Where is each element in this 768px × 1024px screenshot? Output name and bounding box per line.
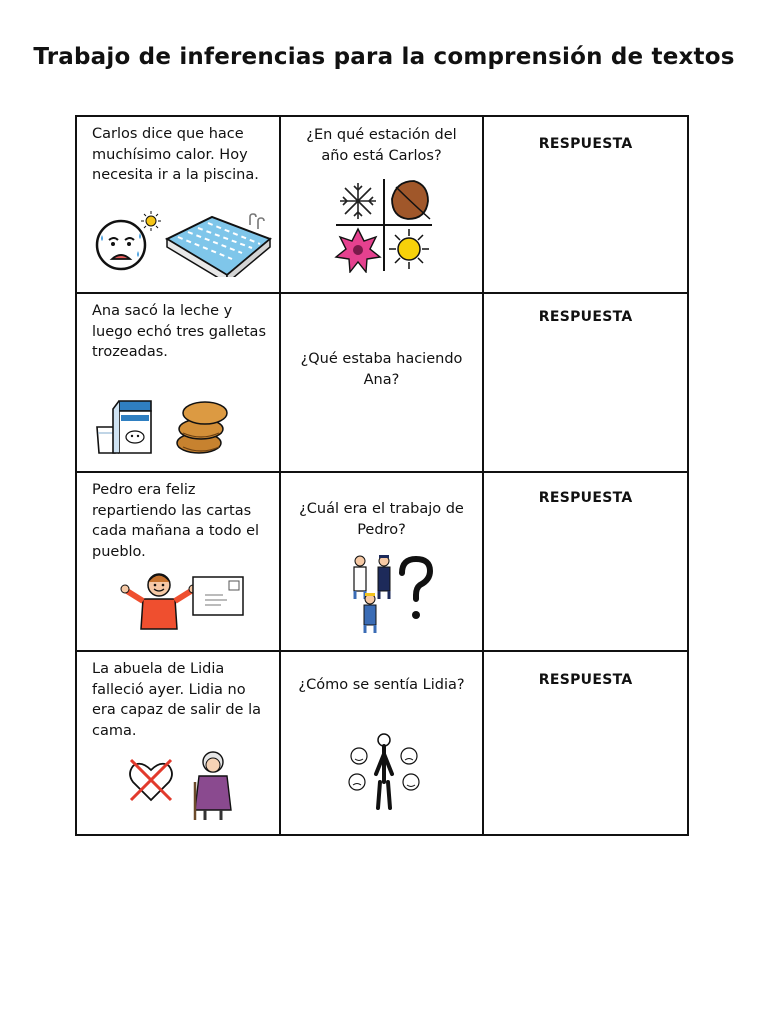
story-text: Pedro era feliz repartiendo las cartas cada mañana a todo el pueblo. xyxy=(92,482,260,560)
table-row xyxy=(76,116,688,293)
question-illustration xyxy=(346,551,446,639)
letter-envelope-icon xyxy=(193,577,243,615)
question-illustration xyxy=(347,732,421,812)
story-illustration xyxy=(95,389,245,459)
story-text: La abuela de Lidia falleció ayer. Lidia no era capaz de salir de la cama. xyxy=(92,661,261,739)
crossed-heart-icon xyxy=(130,760,172,800)
table-row xyxy=(76,472,688,651)
sun-icon xyxy=(389,229,429,269)
story-illustration xyxy=(119,571,249,635)
question-mark-icon xyxy=(402,559,430,619)
hot-face-icon xyxy=(97,211,161,269)
table-row xyxy=(76,651,688,835)
answer-cell[interactable] xyxy=(483,651,688,835)
story-cell xyxy=(76,293,280,472)
story-text: Carlos dice que hace muchísimo calor. Hoy necesita ir a la piscina. xyxy=(92,126,259,183)
question-cell xyxy=(280,651,484,835)
answer-label: RESPUESTA xyxy=(538,136,633,152)
story-illustration xyxy=(129,748,239,824)
autumn-leaf-icon xyxy=(392,181,430,219)
answer-cell[interactable] xyxy=(483,472,688,651)
grandmother-icon xyxy=(195,752,231,820)
snowflake-icon xyxy=(340,183,376,219)
question-cell xyxy=(280,472,484,651)
answer-label: RESPUESTA xyxy=(538,309,633,325)
story-cell xyxy=(76,116,280,293)
page-title: Trabajo de inferencias para la comprensión de textos xyxy=(33,44,735,70)
jobs-people-icon xyxy=(354,555,390,633)
story-cell xyxy=(76,651,280,835)
answer-cell[interactable] xyxy=(483,116,688,293)
story-cell xyxy=(76,472,280,651)
cookies-icon xyxy=(177,402,227,453)
answer-label: RESPUESTA xyxy=(538,490,633,506)
happy-boy-icon xyxy=(121,574,197,629)
answer-cell[interactable] xyxy=(483,293,688,472)
feelings-person-icon xyxy=(349,734,419,808)
question-cell xyxy=(280,116,484,293)
table-row xyxy=(76,293,688,472)
swimming-pool-icon xyxy=(167,214,270,277)
inference-table xyxy=(75,115,689,836)
answer-label: RESPUESTA xyxy=(538,672,633,688)
story-text: Ana sacó la leche y luego echó tres galletas trozeadas. xyxy=(92,303,266,360)
story-illustration xyxy=(92,207,272,277)
seasons-illustration xyxy=(334,177,434,273)
milk-carton-icon xyxy=(113,401,151,453)
flower-icon xyxy=(336,229,380,272)
question-text: ¿Cómo se sentía Lidia? xyxy=(298,677,465,693)
question-text: ¿Qué estaba haciendo Ana? xyxy=(300,351,463,388)
question-text: ¿En qué estación del año está Carlos? xyxy=(306,127,457,164)
question-cell xyxy=(280,293,484,472)
question-text: ¿Cuál era el trabajo de Pedro? xyxy=(299,501,464,538)
